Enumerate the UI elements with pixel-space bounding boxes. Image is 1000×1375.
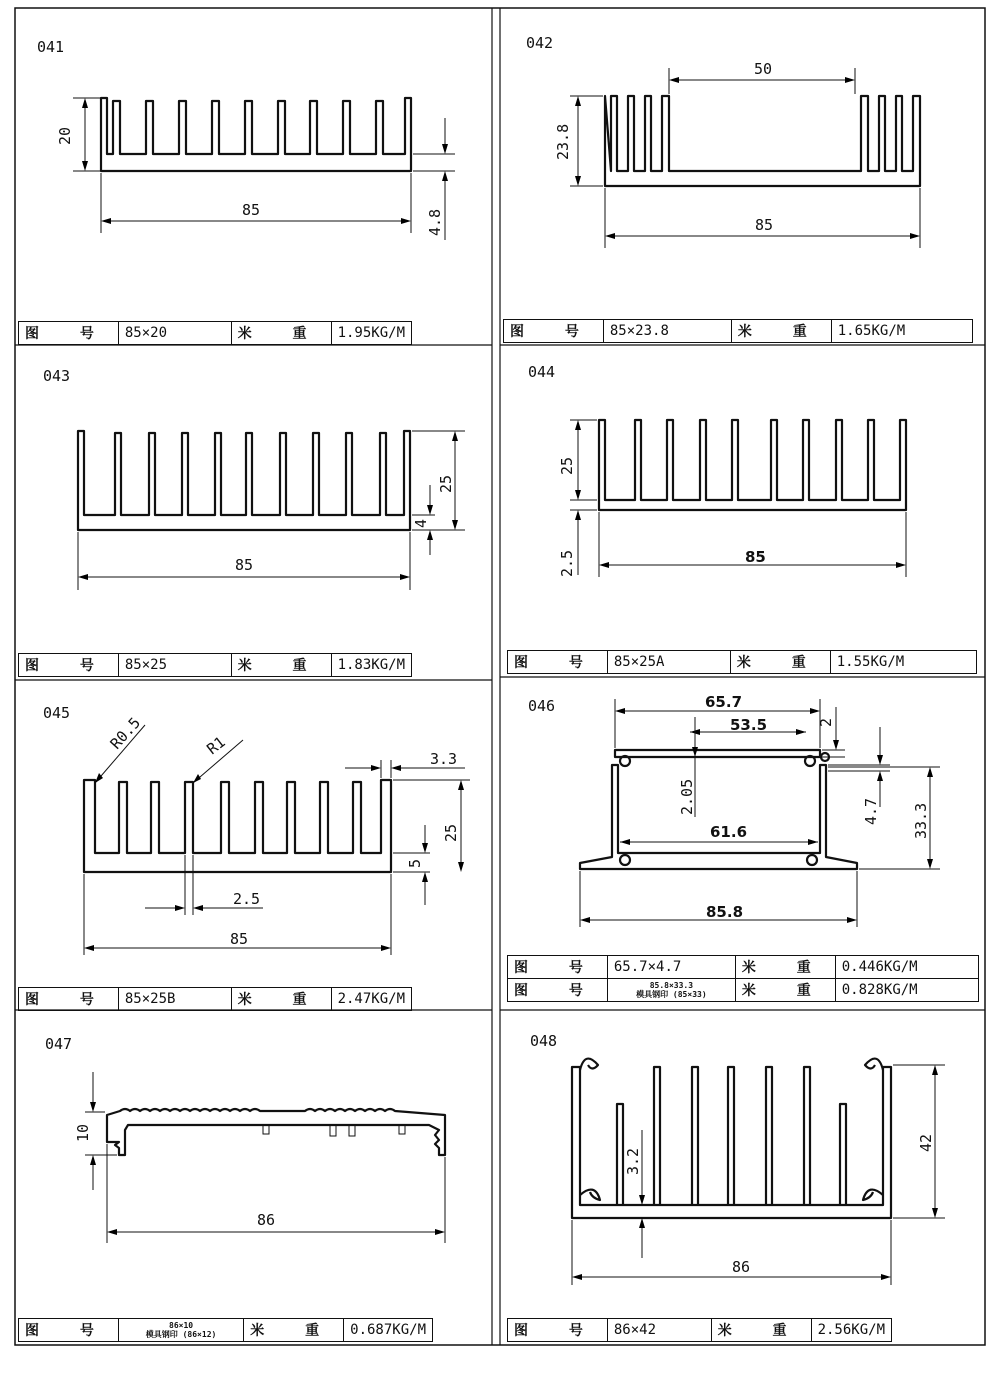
dim-height: 42	[917, 1133, 935, 1152]
dim-width: 85	[745, 548, 766, 566]
model-line: 86×10	[169, 1321, 194, 1330]
spec-table-041	[18, 321, 412, 345]
spec-table-043	[18, 653, 412, 677]
weight-value: 0.687KG/M	[344, 1319, 433, 1342]
dim-inner-width: 61.6	[710, 823, 748, 841]
dim-cap-thickness: 2	[817, 717, 835, 727]
model-value	[118, 1319, 243, 1342]
spec-table-044	[507, 650, 977, 674]
dim-base: 4	[412, 518, 430, 528]
dim-cap-width: 65.7	[705, 693, 743, 711]
dim-width: 85	[230, 930, 249, 948]
dim-base: 4.8	[426, 208, 444, 236]
dim-base: 3.2	[624, 1147, 642, 1175]
dim-width: 86	[257, 1211, 276, 1229]
weight-label: 米 重	[730, 651, 830, 674]
model-line: 85.8×33.3	[649, 981, 694, 990]
dim-inner-top: 53.5	[730, 716, 768, 734]
part-no-label: 图 号	[508, 651, 608, 674]
weight-label: 米 重	[735, 979, 835, 1002]
model-value: 65.7×4.7	[607, 956, 735, 979]
spec-table-048	[507, 1318, 892, 1342]
dim-height: 23.8	[554, 123, 572, 160]
drawing-number: 041	[37, 38, 65, 56]
model-value: 85×25A	[607, 651, 730, 674]
panel-043	[15, 345, 492, 680]
profile-drawing-041	[15, 8, 492, 345]
panel-046	[500, 677, 985, 1010]
weight-value: 0.446KG/M	[835, 956, 978, 979]
weight-value: 1.95KG/M	[331, 322, 411, 345]
profile-drawing-044	[500, 345, 985, 677]
panel-041	[15, 8, 492, 345]
drawing-number: 043	[43, 367, 71, 385]
dim-height: 25	[442, 823, 460, 842]
weight-value: 2.47KG/M	[331, 988, 411, 1011]
dim-lip: 4.7	[862, 797, 880, 825]
model-value: 85×20	[118, 322, 231, 345]
dim-radius-small: R0.5	[106, 713, 145, 753]
spec-table-046	[507, 955, 979, 1002]
spec-table-045	[18, 987, 412, 1011]
part-no-label: 图 号	[508, 979, 608, 1002]
stamp-line: 模具钢印 (86×12)	[145, 1330, 217, 1339]
part-no-label: 图 号	[508, 956, 608, 979]
weight-label: 米 重	[231, 654, 331, 677]
dim-base: 2.5	[558, 549, 576, 577]
drawing-number: 044	[528, 363, 556, 381]
dim-width: 86	[732, 1258, 751, 1276]
dim-height: 10	[74, 1123, 92, 1142]
profile-drawing-043	[15, 345, 492, 680]
dim-radius-large: R1	[203, 732, 229, 759]
dim-gap: 50	[754, 60, 773, 78]
panel-042	[500, 8, 985, 345]
panel-045	[15, 680, 492, 1010]
model-value: 85×25	[118, 654, 231, 677]
model-value: 85×25B	[118, 988, 231, 1011]
drawing-number: 047	[45, 1035, 73, 1053]
stamp-line: 模具钢印 (85×33)	[636, 990, 707, 999]
weight-label: 米 重	[711, 1319, 811, 1342]
weight-label: 米 重	[735, 956, 835, 979]
spec-table-047	[18, 1318, 433, 1342]
model-value: 85×23.8	[603, 320, 731, 343]
panel-048	[500, 1010, 985, 1345]
drawing-number: 048	[530, 1032, 558, 1050]
profile-drawing-048	[500, 1010, 985, 1345]
weight-label: 米 重	[731, 320, 831, 343]
dim-height: 25	[558, 456, 576, 475]
dim-height: 25	[437, 474, 455, 493]
weight-value: 1.65KG/M	[831, 320, 972, 343]
dim-height: 33.3	[912, 802, 930, 839]
dim-gap: 2.5	[233, 890, 261, 908]
part-no-label: 图 号	[19, 654, 119, 677]
part-no-label: 图 号	[508, 1319, 608, 1342]
drawing-number: 045	[43, 704, 71, 722]
weight-value: 1.55KG/M	[830, 651, 976, 674]
part-no-label: 图 号	[504, 320, 604, 343]
dim-width: 85.8	[706, 903, 744, 921]
dim-wall: 3.3	[430, 750, 458, 768]
part-no-label: 图 号	[19, 988, 119, 1011]
profile-drawing-045	[15, 680, 492, 1010]
drawing-number: 042	[526, 34, 554, 52]
spec-table-042	[503, 319, 973, 343]
weight-value: 0.828KG/M	[835, 979, 978, 1002]
panel-047	[15, 1010, 492, 1345]
part-no-label: 图 号	[19, 322, 119, 345]
weight-label: 米 重	[231, 322, 331, 345]
part-no-label: 图 号	[19, 1319, 119, 1342]
weight-value: 1.83KG/M	[331, 654, 411, 677]
weight-label: 米 重	[244, 1319, 344, 1342]
dim-slot: 2.05	[678, 778, 696, 815]
dim-height: 20	[56, 126, 74, 145]
weight-label: 米 重	[231, 988, 331, 1011]
drawing-number: 046	[528, 697, 556, 715]
profile-drawing-042	[500, 8, 985, 345]
panel-044	[500, 345, 985, 677]
weight-value: 2.56KG/M	[811, 1319, 891, 1342]
dim-base: 5	[406, 858, 424, 868]
dim-width: 85	[242, 201, 261, 219]
profile-drawing-047	[15, 1010, 492, 1345]
model-value: 86×42	[607, 1319, 711, 1342]
dim-width: 85	[235, 556, 254, 574]
model-value	[607, 979, 735, 1002]
dim-width: 85	[755, 216, 774, 234]
